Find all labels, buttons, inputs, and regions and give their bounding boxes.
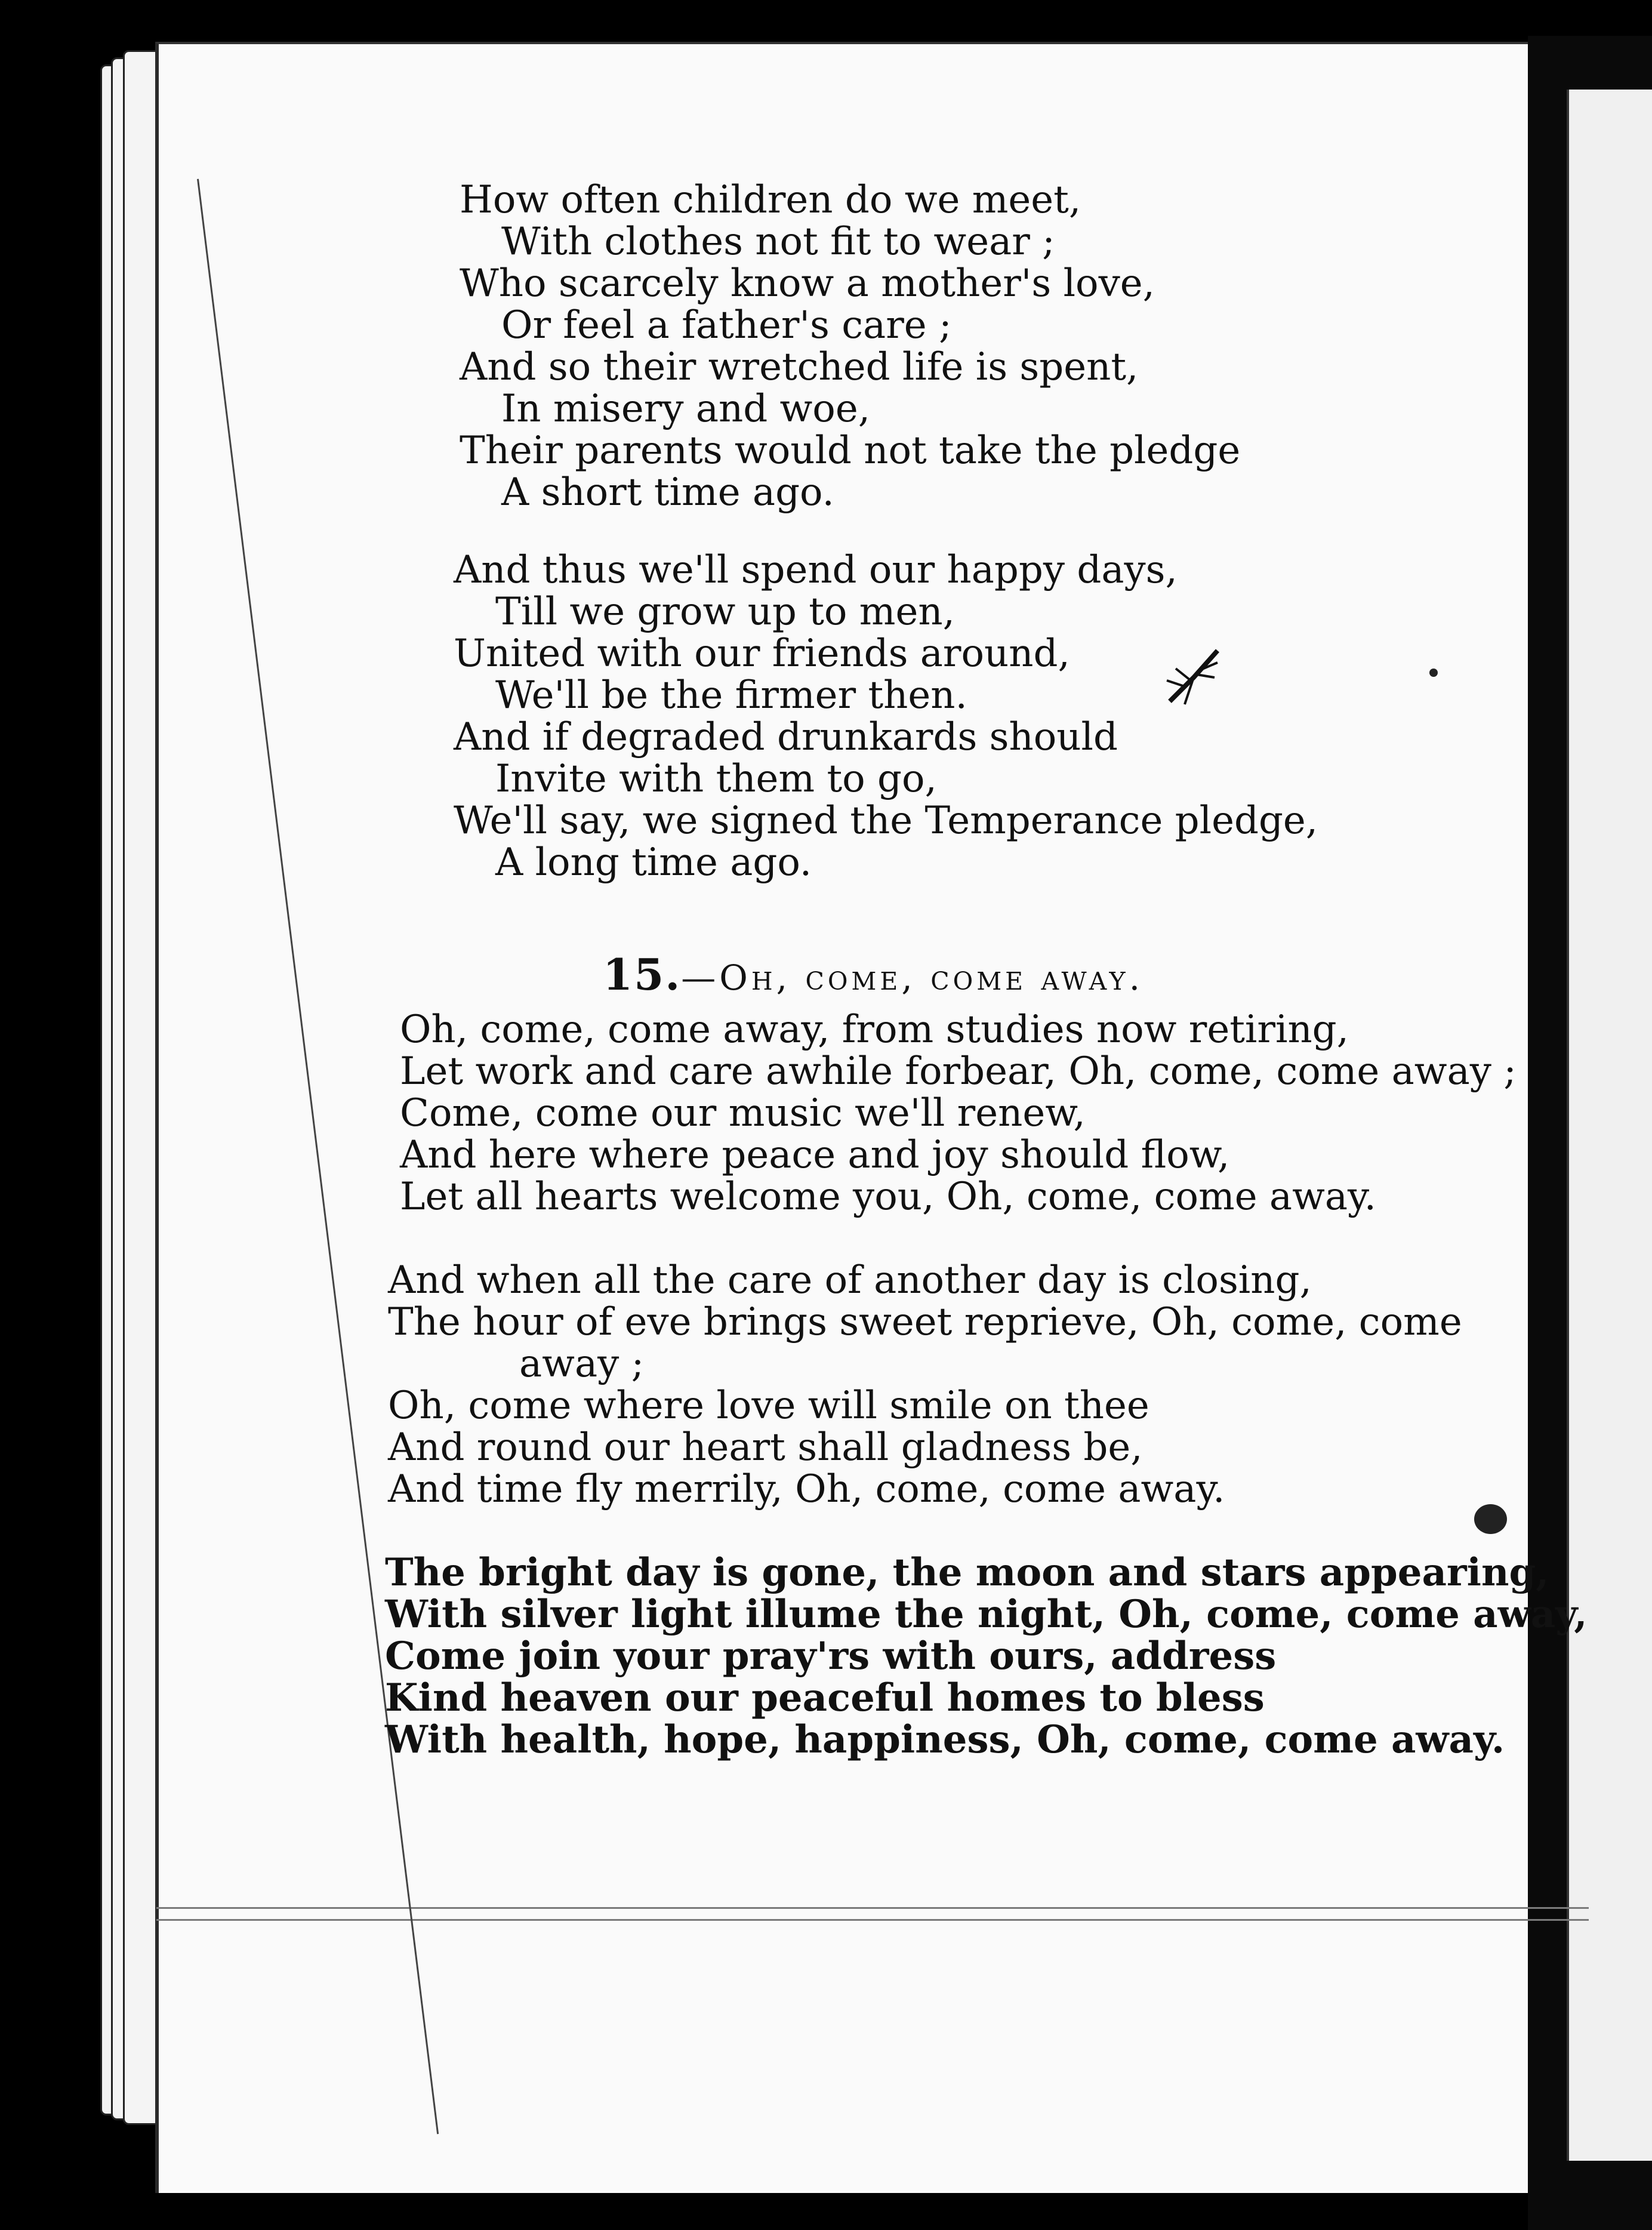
verse-line: United with our friends around, (454, 632, 1070, 676)
song-number: 15. (603, 949, 682, 1000)
heading-dash: — (681, 957, 720, 998)
verse-line: With health, hope, happiness, Oh, come, come away. (385, 1717, 1505, 1762)
verse-line: Let all hearts welcome you, Oh, come, come away. (400, 1175, 1376, 1219)
verse-line: We'll be the firmer then. (495, 673, 967, 717)
verse-line: And round our heart shall gladness be, (388, 1425, 1143, 1470)
stanza-3 (400, 1009, 1517, 1218)
verse-line: In misery and woe, (501, 387, 871, 431)
verse-line: And if degraded drunkards should (454, 715, 1118, 759)
verse-line: Invite with them to go, (495, 757, 937, 801)
verse-line: With silver light illume the night, Oh, come, come away, (385, 1592, 1588, 1637)
verse-line: How often children do we meet, (460, 178, 1081, 222)
scan-rule (156, 1907, 1589, 1909)
verse-line: Oh, come where love will smile on thee (388, 1384, 1149, 1428)
verse-line: And when all the care of another day is closing, (388, 1258, 1312, 1302)
verse-line: Who scarcely know a mother's love, (460, 261, 1155, 306)
verse-line: Let work and care awhile forbear, Oh, come, come away ; (400, 1049, 1517, 1094)
scan-rule (156, 1919, 1589, 1921)
stanza-5 (385, 1552, 1588, 1761)
verse-line: A short time ago. (501, 470, 834, 515)
verse-line: Oh, come, come away, from studies now retiring, (400, 1008, 1349, 1052)
verse-line: With clothes not fit to wear ; (501, 220, 1055, 264)
verse-line: We'll say, we signed the Temperance pledge, (454, 799, 1318, 843)
verse-line: Till we grow up to men, (495, 590, 955, 634)
verse-line: And so their wretched life is spent, (460, 345, 1139, 389)
verse-line: Come join your pray'rs with ours, address (385, 1634, 1277, 1678)
stanza-2 (454, 549, 1318, 883)
next-page-edge (1567, 90, 1652, 2161)
verse-line: And thus we'll spend our happy days, (454, 548, 1178, 592)
verse-line: away ; (519, 1342, 645, 1386)
verse-line: Kind heaven our peaceful homes to bless (385, 1675, 1265, 1720)
verse-line: And time fly merrily, Oh, come, come away. (388, 1467, 1225, 1511)
stanza-1 (460, 179, 1240, 513)
verse-line: The bright day is gone, the moon and stars appearing, (385, 1550, 1549, 1595)
verse-line: And here where peace and joy should flow, (400, 1133, 1230, 1177)
song-title: Oh, come, come away. (719, 957, 1144, 998)
verse-line: Come, come our music we'll renew, (400, 1091, 1086, 1135)
verse-line: Their parents would not take the pledge (460, 429, 1241, 473)
verse-line: Or feel a father's care ; (501, 303, 952, 347)
verse-line: The hour of eve brings sweet reprieve, Oh, come, come (388, 1300, 1462, 1344)
verse-line: A long time ago. (495, 840, 812, 885)
song-heading (603, 949, 1144, 1000)
ink-blot (1474, 1504, 1507, 1534)
stanza-4 (388, 1259, 1462, 1510)
ink-blot (1429, 669, 1438, 677)
